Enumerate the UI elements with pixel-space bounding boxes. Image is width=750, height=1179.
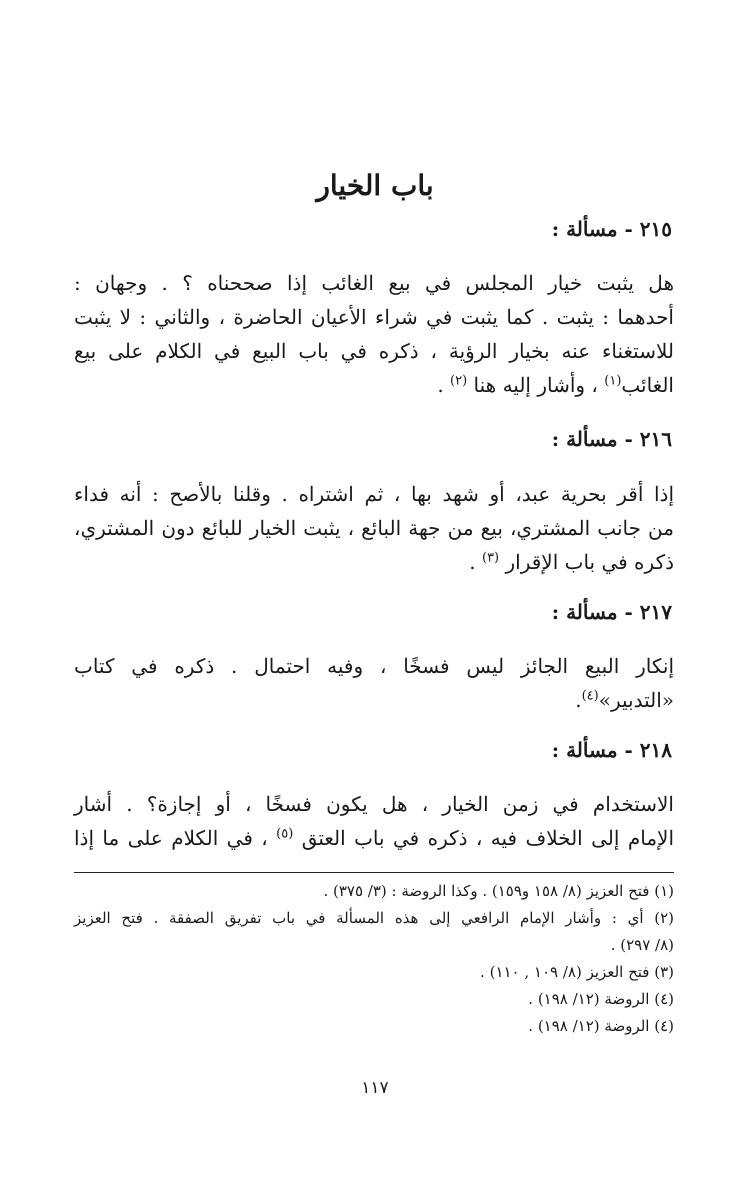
footnote-3: (٣) فتح العزيز (٨/ ١٠٩ , ١١٠) . (480, 963, 674, 981)
masala-heading-216: ٢١٦ - مسألة : (551, 427, 672, 451)
body-text: . (575, 688, 582, 712)
footnote-ref: (١) (604, 373, 622, 389)
body-text: الإمام إلى الخلاف فيه ، ذكره في باب العتق (301, 826, 675, 850)
body-line: هل يثبت خيار المجلس في بيع الغائب إذا صححناه ؟ . وجهان : (74, 271, 674, 295)
body-text: الغائب (621, 373, 674, 397)
body-line: الاستخدام في زمن الخيار ، هل يكون فسخًا ، أو إجازة؟ . أشار (74, 792, 674, 816)
masala-heading-215: ٢١٥ - مسألة : (551, 217, 672, 241)
masala-heading-218: ٢١٨ - مسألة : (551, 738, 672, 762)
footnote-ref: (٤) (581, 688, 599, 704)
body-line: إنكار البيع الجائز ليس فسخًا ، وفيه احتمال . ذكره في كتاب (74, 654, 674, 678)
footnote-2: (٢) أي : وأشار الإمام الرافعي إلى هذه المسألة في باب تفريق الصفقة . فتح العزيز (74, 909, 674, 927)
body-line-last (74, 683, 674, 717)
footnote-4: (٤) الروضة (١٢/ ١٩٨) . (528, 990, 674, 1008)
footnotes (74, 878, 674, 1040)
body-text: . (469, 550, 476, 574)
body-line-last (74, 821, 674, 855)
masala-body-218 (74, 787, 674, 855)
body-line: من جانب المشتري، بيع من جهة البائع ، يثبت الخيار للبائع دون المشتري، (74, 516, 674, 540)
footnote-ref: (٣) (481, 550, 500, 566)
footnote-1: (١) فتح العزيز (٨/ ١٥٨ و١٥٩) . وكذا الروضة : (٣/ ٣٧٥) . (323, 882, 674, 900)
footnote-ref: (٢) (450, 373, 468, 389)
body-text: ذكره في باب الإقرار (505, 550, 674, 574)
body-line: للاستغناء عنه بخيار الرؤية ، ذكره في باب البيع في الكلام على بيع (74, 339, 674, 363)
body-line: أحدهما : يثبت . كما يثبت في شراء الأعيان الحاضرة ، والثاني : لا يثبت (74, 305, 674, 329)
body-line: إذا أقر بحرية عبد، أو شهد بها ، ثم اشتراه . وقلنا بالأصح : أنه فداء (74, 482, 674, 506)
footnote-ref: (٥) (276, 826, 294, 842)
body-text: . (437, 373, 444, 397)
chapter-title: باب الخيار (316, 169, 434, 202)
masala-body-216 (74, 477, 674, 579)
masala-body-215 (74, 266, 674, 402)
body-text: ، في الكلام على ما إذا (74, 826, 268, 850)
masala-body-217 (74, 649, 674, 717)
page-number: ١١٧ (361, 1078, 389, 1098)
body-text: ، وأشار إليه هنا (473, 373, 598, 397)
footnote-2-continued: (٨/ ٢٩٧) . (610, 936, 674, 954)
body-line-last (74, 545, 674, 579)
masala-heading-217: ٢١٧ - مسألة : (551, 600, 672, 624)
footnote-separator (74, 872, 674, 873)
body-text: «التدبير» (598, 688, 674, 712)
body-line-last (74, 368, 674, 402)
footnote-4-duplicate: (٤) الروضة (١٢/ ١٩٨) . (528, 1017, 674, 1035)
